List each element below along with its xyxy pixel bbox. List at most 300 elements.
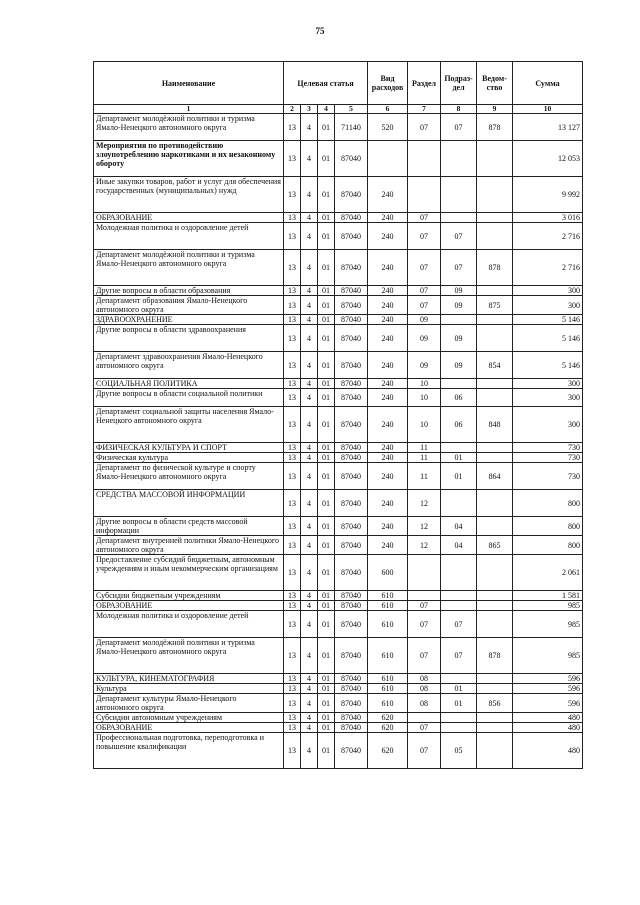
- row-t3: 01: [318, 213, 335, 223]
- row-t4: 87040: [335, 389, 368, 407]
- table-row: [94, 114, 583, 141]
- row-podrazdel: 09: [441, 325, 477, 352]
- row-t3: 01: [318, 674, 335, 684]
- row-t4: 87040: [335, 601, 368, 611]
- row-vid: 610: [368, 601, 408, 611]
- table-row: [94, 443, 583, 453]
- row-t2: 4: [301, 453, 318, 463]
- row-razdel: [408, 555, 441, 591]
- row-podrazdel: 07: [441, 611, 477, 638]
- row-t1: 13: [284, 114, 301, 141]
- table-row: [94, 490, 583, 517]
- row-vid: 520: [368, 114, 408, 141]
- row-t4: 87040: [335, 379, 368, 389]
- row-t3: 01: [318, 517, 335, 536]
- row-sum: 730: [513, 443, 583, 453]
- row-name: СОЦИАЛЬНАЯ ПОЛИТИКА: [94, 379, 284, 389]
- row-t3: 01: [318, 601, 335, 611]
- row-sum: 480: [513, 733, 583, 769]
- row-t2: 4: [301, 407, 318, 443]
- row-t2: 4: [301, 591, 318, 601]
- table-row: [94, 286, 583, 296]
- row-t4: 87040: [335, 723, 368, 733]
- row-vid: 240: [368, 453, 408, 463]
- row-name: Другие вопросы в области здравоохранения: [94, 325, 284, 352]
- row-name: ОБРАЗОВАНИЕ: [94, 213, 284, 223]
- row-t3: 01: [318, 296, 335, 315]
- table-row: [94, 601, 583, 611]
- row-razdel: [408, 591, 441, 601]
- row-sum: 300: [513, 286, 583, 296]
- row-razdel: 12: [408, 490, 441, 517]
- row-t1: 13: [284, 223, 301, 250]
- table-row: [94, 177, 583, 213]
- row-t2: 4: [301, 733, 318, 769]
- row-sum: 5 146: [513, 352, 583, 379]
- row-name: Департамент по физической культуре и спорту Ямало-Ненецкого автономного округа: [94, 463, 284, 490]
- row-t3: 01: [318, 286, 335, 296]
- row-name: ОБРАЗОВАНИЕ: [94, 601, 284, 611]
- row-t4: 87040: [335, 463, 368, 490]
- row-t4: 87040: [335, 250, 368, 286]
- row-podrazdel: [441, 443, 477, 453]
- row-razdel: 10: [408, 407, 441, 443]
- row-podrazdel: 04: [441, 517, 477, 536]
- row-t2: 4: [301, 141, 318, 177]
- row-t2: 4: [301, 389, 318, 407]
- row-t1: 13: [284, 325, 301, 352]
- row-ved: [477, 555, 513, 591]
- row-name: Другие вопросы в области образования: [94, 286, 284, 296]
- column-number: 2: [284, 105, 301, 114]
- row-podrazdel: [441, 674, 477, 684]
- row-razdel: 08: [408, 684, 441, 694]
- row-t1: 13: [284, 315, 301, 325]
- row-t2: 4: [301, 352, 318, 379]
- row-razdel: 07: [408, 733, 441, 769]
- row-vid: [368, 141, 408, 177]
- row-t2: 4: [301, 114, 318, 141]
- row-sum: 800: [513, 517, 583, 536]
- table-row: [94, 555, 583, 591]
- row-t1: 13: [284, 638, 301, 674]
- table-row: [94, 407, 583, 443]
- row-ved: 875: [477, 296, 513, 315]
- row-t2: 4: [301, 250, 318, 286]
- column-number: 5: [335, 105, 368, 114]
- row-t1: 13: [284, 733, 301, 769]
- row-t3: 01: [318, 177, 335, 213]
- table-row: [94, 694, 583, 713]
- row-podrazdel: [441, 490, 477, 517]
- row-name: Культура: [94, 684, 284, 694]
- row-name: Департамент социальной защиты населения Ямало-Ненецкого автономного округа: [94, 407, 284, 443]
- row-ved: [477, 713, 513, 723]
- row-t1: 13: [284, 213, 301, 223]
- row-t4: 87040: [335, 177, 368, 213]
- row-t1: 13: [284, 723, 301, 733]
- column-number: 3: [301, 105, 318, 114]
- row-sum: 596: [513, 694, 583, 713]
- row-razdel: 11: [408, 463, 441, 490]
- row-podrazdel: 09: [441, 352, 477, 379]
- row-vid: 610: [368, 591, 408, 601]
- row-t3: 01: [318, 733, 335, 769]
- column-number: 4: [318, 105, 335, 114]
- row-sum: 5 146: [513, 315, 583, 325]
- row-ved: [477, 490, 513, 517]
- row-t2: 4: [301, 490, 318, 517]
- row-t4: 87040: [335, 694, 368, 713]
- row-sum: 985: [513, 601, 583, 611]
- row-razdel: 10: [408, 379, 441, 389]
- row-sum: 3 016: [513, 213, 583, 223]
- row-vid: 610: [368, 684, 408, 694]
- row-razdel: 09: [408, 315, 441, 325]
- row-t1: 13: [284, 141, 301, 177]
- row-razdel: 07: [408, 286, 441, 296]
- row-sum: 5 146: [513, 325, 583, 352]
- row-sum: 2 716: [513, 223, 583, 250]
- row-name: КУЛЬТУРА, КИНЕМАТОГРАФИЯ: [94, 674, 284, 684]
- header-podrazdel: Подраз-дел: [441, 62, 477, 105]
- table-row: [94, 536, 583, 555]
- row-razdel: 07: [408, 296, 441, 315]
- row-t4: 87040: [335, 315, 368, 325]
- row-vid: 240: [368, 223, 408, 250]
- row-ved: [477, 674, 513, 684]
- row-razdel: 10: [408, 389, 441, 407]
- row-t3: 01: [318, 315, 335, 325]
- row-ved: [477, 315, 513, 325]
- row-t3: 01: [318, 684, 335, 694]
- row-vid: 240: [368, 517, 408, 536]
- row-razdel: 08: [408, 694, 441, 713]
- table-row: [94, 213, 583, 223]
- row-vid: 240: [368, 389, 408, 407]
- column-number: 6: [368, 105, 408, 114]
- row-razdel: 07: [408, 250, 441, 286]
- row-t4: 71140: [335, 114, 368, 141]
- row-razdel: 12: [408, 536, 441, 555]
- row-podrazdel: [441, 555, 477, 591]
- row-t3: 01: [318, 379, 335, 389]
- table-row: [94, 453, 583, 463]
- row-vid: 240: [368, 352, 408, 379]
- row-vid: 240: [368, 407, 408, 443]
- row-t2: 4: [301, 177, 318, 213]
- row-razdel: 11: [408, 443, 441, 453]
- row-t2: 4: [301, 443, 318, 453]
- row-podrazdel: 07: [441, 638, 477, 674]
- row-razdel: 07: [408, 601, 441, 611]
- table-row: [94, 315, 583, 325]
- row-ved: [477, 379, 513, 389]
- row-name: Департамент образования Ямало-Ненецкого автономного округа: [94, 296, 284, 315]
- row-podrazdel: 01: [441, 694, 477, 713]
- column-number: 10: [513, 105, 583, 114]
- row-podrazdel: 07: [441, 250, 477, 286]
- row-name: Департамент здравоохранения Ямало-Ненецкого автономного округа: [94, 352, 284, 379]
- row-podrazdel: 04: [441, 536, 477, 555]
- row-ved: [477, 591, 513, 601]
- row-t4: 87040: [335, 213, 368, 223]
- row-podrazdel: [441, 601, 477, 611]
- row-sum: 2 716: [513, 250, 583, 286]
- row-t4: 87040: [335, 674, 368, 684]
- row-podrazdel: 01: [441, 684, 477, 694]
- column-number: 8: [441, 105, 477, 114]
- row-t2: 4: [301, 723, 318, 733]
- column-number: 7: [408, 105, 441, 114]
- row-t3: 01: [318, 352, 335, 379]
- row-t4: 87040: [335, 611, 368, 638]
- row-t3: 01: [318, 114, 335, 141]
- row-podrazdel: 01: [441, 453, 477, 463]
- row-ved: [477, 223, 513, 250]
- row-t4: 87040: [335, 325, 368, 352]
- row-t3: 01: [318, 325, 335, 352]
- row-name: Департамент молодёжной политики и туризма Ямало-Ненецкого автономного округа: [94, 638, 284, 674]
- row-vid: 610: [368, 611, 408, 638]
- row-razdel: [408, 141, 441, 177]
- row-t3: 01: [318, 389, 335, 407]
- row-t4: 87040: [335, 141, 368, 177]
- row-t1: 13: [284, 555, 301, 591]
- row-t2: 4: [301, 555, 318, 591]
- row-sum: 2 061: [513, 555, 583, 591]
- row-t1: 13: [284, 177, 301, 213]
- row-name: Профессиональная подготовка, переподготовка и повышение квалификации: [94, 733, 284, 769]
- row-vid: 240: [368, 286, 408, 296]
- header-razdel: Раздел: [408, 62, 441, 105]
- row-t4: 87040: [335, 536, 368, 555]
- row-razdel: [408, 713, 441, 723]
- row-sum: 300: [513, 407, 583, 443]
- row-t4: 87040: [335, 591, 368, 601]
- row-t3: 01: [318, 591, 335, 601]
- header-name: Наименование: [94, 62, 284, 105]
- row-ved: 864: [477, 463, 513, 490]
- row-t3: 01: [318, 536, 335, 555]
- row-t1: 13: [284, 517, 301, 536]
- row-t1: 13: [284, 694, 301, 713]
- table-row: [94, 638, 583, 674]
- row-t3: 01: [318, 250, 335, 286]
- row-sum: 800: [513, 490, 583, 517]
- row-razdel: 08: [408, 674, 441, 684]
- row-name: Департамент культуры Ямало-Ненецкого автономного округа: [94, 694, 284, 713]
- row-razdel: 07: [408, 114, 441, 141]
- row-t2: 4: [301, 286, 318, 296]
- table-row: [94, 296, 583, 315]
- row-name: ЗДРАВООХРАНЕНИЕ: [94, 315, 284, 325]
- row-t4: 87040: [335, 296, 368, 315]
- row-ved: [477, 443, 513, 453]
- row-t2: 4: [301, 611, 318, 638]
- row-t2: 4: [301, 517, 318, 536]
- row-name: Предоставление субсидий бюджетным, автономным учреждениям и иным некоммерческим организациям: [94, 555, 284, 591]
- row-razdel: 11: [408, 453, 441, 463]
- row-podrazdel: [441, 177, 477, 213]
- row-t4: 87040: [335, 638, 368, 674]
- row-t1: 13: [284, 713, 301, 723]
- row-t4: 87040: [335, 733, 368, 769]
- row-t2: 4: [301, 223, 318, 250]
- row-ved: [477, 389, 513, 407]
- row-podrazdel: 06: [441, 407, 477, 443]
- row-t1: 13: [284, 407, 301, 443]
- row-vid: 610: [368, 638, 408, 674]
- row-vid: 240: [368, 463, 408, 490]
- row-name: Департамент внутренней политики Ямало-Ненецкого автономного округа: [94, 536, 284, 555]
- row-vid: 620: [368, 733, 408, 769]
- row-t3: 01: [318, 453, 335, 463]
- row-t3: 01: [318, 723, 335, 733]
- row-t1: 13: [284, 490, 301, 517]
- row-t2: 4: [301, 296, 318, 315]
- header-vid: Вид расходов: [368, 62, 408, 105]
- budget-table: [93, 61, 583, 769]
- row-razdel: 07: [408, 223, 441, 250]
- row-vid: 240: [368, 250, 408, 286]
- row-vid: 240: [368, 296, 408, 315]
- row-vid: 620: [368, 723, 408, 733]
- table-row: [94, 389, 583, 407]
- row-podrazdel: [441, 315, 477, 325]
- row-sum: 596: [513, 684, 583, 694]
- row-sum: 13 127: [513, 114, 583, 141]
- row-ved: 856: [477, 694, 513, 713]
- row-vid: 610: [368, 674, 408, 684]
- table-row: [94, 463, 583, 490]
- table-body: [94, 114, 583, 769]
- row-ved: [477, 517, 513, 536]
- row-vid: 620: [368, 713, 408, 723]
- row-t4: 87040: [335, 407, 368, 443]
- row-vid: 240: [368, 379, 408, 389]
- row-razdel: 07: [408, 611, 441, 638]
- row-podrazdel: [441, 591, 477, 601]
- row-t2: 4: [301, 674, 318, 684]
- row-t4: 87040: [335, 453, 368, 463]
- table-row: [94, 141, 583, 177]
- row-t2: 4: [301, 463, 318, 490]
- row-t3: 01: [318, 490, 335, 517]
- header-row: [94, 62, 583, 105]
- row-razdel: 07: [408, 638, 441, 674]
- table-row: [94, 674, 583, 684]
- row-name: Молодежная политика и оздоровление детей: [94, 223, 284, 250]
- row-sum: 300: [513, 379, 583, 389]
- row-name: ОБРАЗОВАНИЕ: [94, 723, 284, 733]
- row-t3: 01: [318, 694, 335, 713]
- row-ved: [477, 325, 513, 352]
- row-t2: 4: [301, 684, 318, 694]
- table-row: [94, 723, 583, 733]
- table-row: [94, 733, 583, 769]
- row-razdel: 07: [408, 723, 441, 733]
- table-row: [94, 250, 583, 286]
- row-t1: 13: [284, 443, 301, 453]
- row-podrazdel: [441, 723, 477, 733]
- row-t2: 4: [301, 325, 318, 352]
- row-sum: 985: [513, 611, 583, 638]
- column-number: 1: [94, 105, 284, 114]
- row-razdel: [408, 177, 441, 213]
- row-t1: 13: [284, 611, 301, 638]
- row-vid: 240: [368, 490, 408, 517]
- row-t4: 87040: [335, 713, 368, 723]
- row-name: СРЕДСТВА МАССОВОЙ ИНФОРМАЦИИ: [94, 490, 284, 517]
- row-t1: 13: [284, 296, 301, 315]
- row-t3: 01: [318, 713, 335, 723]
- row-vid: 240: [368, 443, 408, 453]
- row-t2: 4: [301, 638, 318, 674]
- row-razdel: 07: [408, 213, 441, 223]
- row-ved: [477, 286, 513, 296]
- row-t1: 13: [284, 591, 301, 601]
- row-t3: 01: [318, 555, 335, 591]
- row-t1: 13: [284, 389, 301, 407]
- row-vid: 240: [368, 325, 408, 352]
- row-ved: 854: [477, 352, 513, 379]
- row-vid: 600: [368, 555, 408, 591]
- row-t2: 4: [301, 601, 318, 611]
- row-ved: [477, 141, 513, 177]
- row-podrazdel: 05: [441, 733, 477, 769]
- table-row: [94, 352, 583, 379]
- row-ved: [477, 177, 513, 213]
- row-t1: 13: [284, 536, 301, 555]
- row-t2: 4: [301, 379, 318, 389]
- row-t4: 87040: [335, 352, 368, 379]
- row-razdel: 09: [408, 325, 441, 352]
- row-razdel: 09: [408, 352, 441, 379]
- row-podrazdel: [441, 141, 477, 177]
- row-t4: 87040: [335, 517, 368, 536]
- row-name: Другие вопросы в области социальной политики: [94, 389, 284, 407]
- row-name: ФИЗИЧЕСКАЯ КУЛЬТУРА И СПОРТ: [94, 443, 284, 453]
- row-vid: 240: [368, 315, 408, 325]
- header-target: Целевая статья: [284, 62, 368, 105]
- row-t2: 4: [301, 536, 318, 555]
- row-ved: [477, 684, 513, 694]
- row-podrazdel: 09: [441, 296, 477, 315]
- row-t1: 13: [284, 250, 301, 286]
- row-t1: 13: [284, 601, 301, 611]
- row-podrazdel: 07: [441, 114, 477, 141]
- row-ved: [477, 723, 513, 733]
- column-number-row: [94, 105, 583, 114]
- row-sum: 300: [513, 389, 583, 407]
- row-t3: 01: [318, 141, 335, 177]
- row-name: Мероприятия по противодействию злоупотреблению наркотиками и их незаконному обороту: [94, 141, 284, 177]
- row-vid: 240: [368, 177, 408, 213]
- row-ved: [477, 453, 513, 463]
- row-podrazdel: [441, 379, 477, 389]
- row-name: Субсидии автономным учреждениям: [94, 713, 284, 723]
- row-t3: 01: [318, 443, 335, 453]
- row-podrazdel: [441, 213, 477, 223]
- row-t2: 4: [301, 713, 318, 723]
- row-t1: 13: [284, 352, 301, 379]
- row-t3: 01: [318, 638, 335, 674]
- table-row: [94, 611, 583, 638]
- row-sum: 9 992: [513, 177, 583, 213]
- row-razdel: 12: [408, 517, 441, 536]
- row-sum: 730: [513, 453, 583, 463]
